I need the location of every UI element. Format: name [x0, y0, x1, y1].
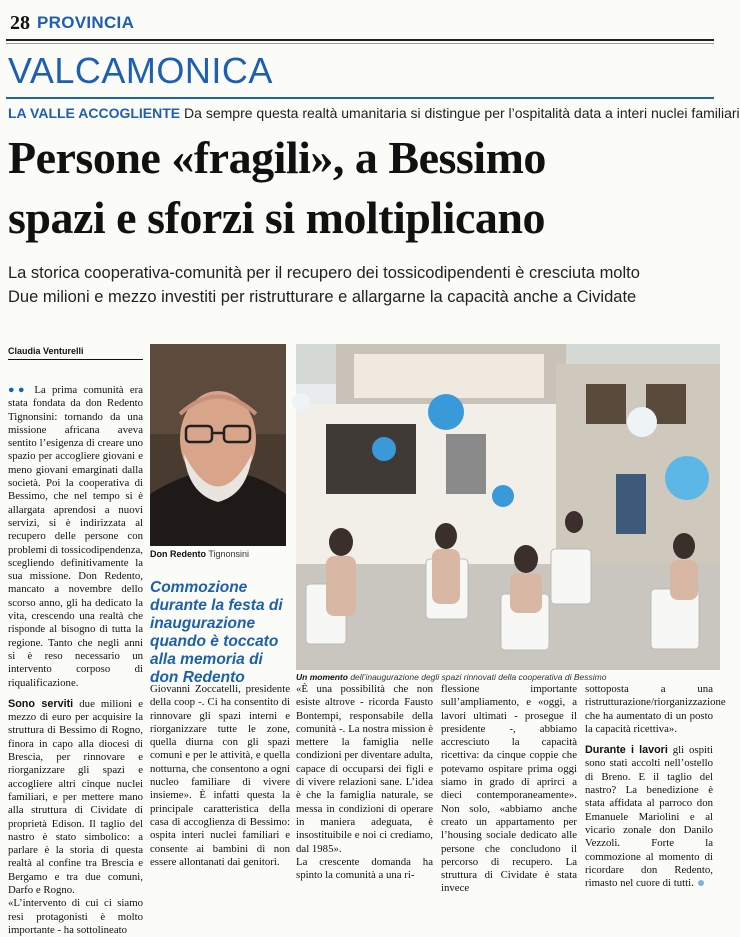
kicker-label: LA VALLE ACCOGLIENTE [8, 105, 181, 121]
portrait-caption-name: Don Redento [150, 549, 206, 559]
photo-caption-lead: Un momento [296, 672, 348, 682]
col5-paragraph-1: sottoposta a una ristrutturazione/riorganizzazione che ha aumentato di un posto la capacità ricettiva». [585, 683, 726, 735]
col1-lead-in: Sono serviti [8, 697, 74, 710]
region-rule [6, 97, 714, 99]
portrait-caption-surname: Tignonsini [208, 549, 250, 559]
kicker-text: Da sempre questa realtà umanitaria si distingue per l’ospitalità data a interi nuclei familiari [184, 105, 740, 121]
col5-lead-in: Durante i lavori [585, 744, 668, 757]
col5-paragraph-2: Durante i lavori gli ospiti sono stati accolti nell’ostello di Breno. E il taglio del nastro? La benedizione è stata affidata al parroco don Emanuele Mariolini e al vicario zonale don Danilo Vezzoli. Forte la commozione al momento di ricordare don Redento, rimasto nel cuore di tutti. [585, 744, 713, 890]
subhead-line-1: La storica cooperativa-comunità per il recupero dei tossicodipendenti è cresciuta molto [8, 264, 640, 282]
col1-paragraph-3: «L’intervento di cui ci siamo resi protagonisti è molto importante - ha sottolineato [8, 897, 143, 936]
col1-paragraph-2: Sono serviti due milioni e mezzo di euro per acquisire la struttura di Bessimo di Rogno, finora in capo alla diocesi di Brescia, per rinnovare e riorganizzare gli spazi e accogliere altri cinque nuclei familiari, e per mettere mano alla struttura di Cividate di proprietà Edison. Il taglio del nastro è stato simbolico: a parlare è la storia di questa realtà al confine tra Brescia e Bergamo e tra due comuni, Darfo e Rogno. [8, 697, 143, 896]
lead-dots: ●● [8, 384, 29, 396]
article-column-5 [585, 683, 726, 890]
page-number: 28 [10, 11, 30, 34]
col3-paragraph-1: «È una possibilità che non esiste altrove - ricorda Fausto Bontempi, responsabile della comunità -. La nostra mission è mettere la famiglia nelle condizioni per diventare adulta, capace di occuparsi dei figli e di vivere relazioni sane. L’idea è che la famiglia naturale, se messa in condizioni di operare in maniera adeguata, è insostituibile e noi ci crediamo, dal 1985». [296, 683, 433, 855]
col1-paragraph-1: ●● La prima comunità era stata fondata da don Redento Tignonsini: tornando da una missione africana aveva sentito l’esigenza di creare uno spazio per accogliere giovani e meno giovani emarginati dalla società. Poi la cooperativa di Bessimo, che nel tempo si è allargata aprendosi a nuovi servizi, si è indirizzata al recupero delle persone con problemi di tossicodipendenza, scegliendo definitivamente la sua missione. Don Redento, mancato a novembre dello scorso anno, gli ha dedicato la vita, crescendo una realtà che risponde al bisogno di tutta la regione. Tanto che negli anni si è reso necessario un intervento corposo di riqualificazione. [8, 384, 144, 689]
byline: Claudia Venturelli [8, 346, 84, 356]
headline-line-1: Persone «fragili», a Bessimo [8, 132, 546, 183]
header-rule-thin [6, 43, 714, 44]
inauguration-illustration [296, 344, 720, 670]
portrait-illustration [150, 344, 286, 546]
article-column-2: Giovanni Zoccatelli, presidente della coop -. Ci ha consentito di rinnovare gli spazi interni e riorganizzare tutte le zone, quella diurna con gli spazi comuni e per le attività, e quella notturna, che consentono a ogni nucleo familiare di vivere insieme». È infatti questa la principale caratteristica della casa di accoglienza di Bessimo: ospita interi nuclei familiari e consente ai bambini di non essere allontanati dai genitori. [150, 683, 290, 868]
portrait-photo [150, 344, 286, 546]
headline-line-2: spazi e sforzi si moltiplicano [8, 192, 545, 243]
kicker [8, 105, 740, 121]
header-rule [6, 39, 714, 41]
page-header [10, 10, 134, 36]
end-mark-dot [698, 880, 704, 886]
byline-rule [8, 359, 143, 360]
region-title: VALCAMONICA [8, 50, 273, 91]
headline [8, 128, 546, 248]
subhead [8, 261, 640, 309]
portrait-caption [150, 549, 249, 559]
col3-paragraph-2: La crescente domanda ha spinto la comunità a una ri- [296, 855, 433, 882]
photo-caption-text: dell’inaugurazione degli spazi rinnovati della cooperativa di Bessimo [350, 672, 607, 682]
article-column-4: flessione importante sull’ampliamento, e «oggi, a lavori ultimati - prosegue il presidente -, abbiamo accresciuto la capacità ricettiva: da cinque coppie che potevamo ospitare prima oggi siamo in grado di aprirci a dieci contemporaneamente». Non solo, «abbiamo anche creato un appartamento per l’housing sociale dedicato alle persone che concludono il percorso di recupero. La struttura di Cividate è stata invece [441, 683, 577, 895]
subhead-line-2: Due milioni e mezzo investiti per ristrutturare e allargarne la capacità anche a Cividate [8, 288, 637, 306]
pull-quote: Commozione durante la festa di inaugurazione quando è toccato alla memoria di don Redento [150, 579, 283, 686]
inauguration-photo [296, 344, 720, 670]
article-column-3 [296, 683, 433, 882]
photo-caption [296, 672, 606, 682]
section-label: PROVINCIA [37, 13, 135, 32]
article-column-1 [8, 384, 143, 937]
